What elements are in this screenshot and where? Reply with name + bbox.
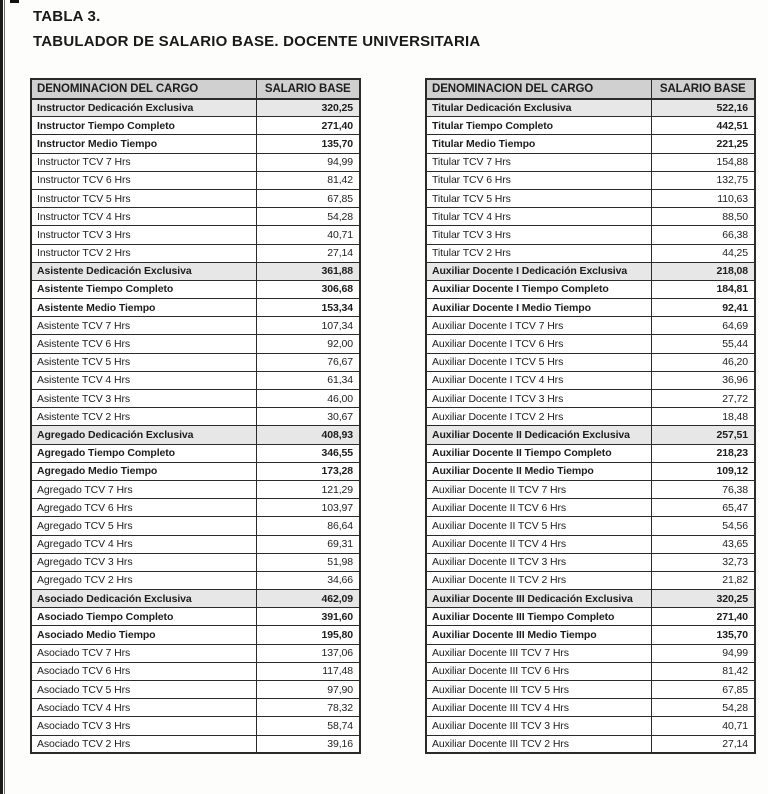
table-row <box>426 499 755 517</box>
table-row <box>426 99 755 117</box>
cargo-cell: Auxiliar Docente III TCV 3 Hrs <box>426 717 651 735</box>
salario-cell: 61,34 <box>256 371 360 389</box>
table-row <box>426 644 755 662</box>
cargo-cell: Auxiliar Docente III Dedicación Exclusiva <box>426 590 651 608</box>
table-row <box>426 408 755 426</box>
table-row <box>31 699 360 717</box>
salario-cell: 67,85 <box>256 189 360 207</box>
salario-cell: 117,48 <box>256 662 360 680</box>
table-row <box>426 280 755 298</box>
table-row <box>426 717 755 735</box>
cargo-cell: Titular TCV 2 Hrs <box>426 244 651 262</box>
table-row <box>31 590 360 608</box>
table-row <box>31 517 360 535</box>
table-row <box>31 571 360 589</box>
table-row <box>426 153 755 171</box>
salario-cell: 135,70 <box>256 135 360 153</box>
salario-cell: 46,20 <box>651 353 755 371</box>
cargo-cell: Titular TCV 4 Hrs <box>426 208 651 226</box>
salario-cell: 34,66 <box>256 571 360 589</box>
table-row <box>31 662 360 680</box>
table-row <box>31 244 360 262</box>
salario-cell: 153,34 <box>256 299 360 317</box>
cargo-cell: Asistente TCV 2 Hrs <box>31 408 256 426</box>
table-row <box>426 590 755 608</box>
table-row <box>426 553 755 571</box>
cargo-cell: Auxiliar Docente II TCV 3 Hrs <box>426 553 651 571</box>
salario-cell: 92,00 <box>256 335 360 353</box>
salario-cell: 21,82 <box>651 571 755 589</box>
salario-cell: 30,67 <box>256 408 360 426</box>
salario-cell: 462,09 <box>256 590 360 608</box>
cargo-cell: Instructor TCV 4 Hrs <box>31 208 256 226</box>
cargo-cell: Titular Dedicación Exclusiva <box>426 99 651 117</box>
header-cargo: DENOMINACION DEL CARGO <box>31 79 256 99</box>
table-row <box>31 408 360 426</box>
salario-cell: 306,68 <box>256 280 360 298</box>
salario-cell: 442,51 <box>651 117 755 135</box>
salario-cell: 54,28 <box>256 208 360 226</box>
cargo-cell: Agregado TCV 5 Hrs <box>31 517 256 535</box>
cargo-cell: Instructor Medio Tiempo <box>31 135 256 153</box>
cargo-cell: Auxiliar Docente III TCV 4 Hrs <box>426 699 651 717</box>
salario-cell: 76,38 <box>651 480 755 498</box>
table-row <box>426 681 755 699</box>
salario-cell: 522,16 <box>651 99 755 117</box>
table-row <box>31 171 360 189</box>
table-row <box>31 317 360 335</box>
salario-cell: 58,74 <box>256 717 360 735</box>
table-row <box>31 426 360 444</box>
salario-cell: 39,16 <box>256 735 360 753</box>
cargo-cell: Asistente Tiempo Completo <box>31 280 256 298</box>
salario-cell: 361,88 <box>256 262 360 280</box>
salario-cell: 257,51 <box>651 426 755 444</box>
salario-cell: 103,97 <box>256 499 360 517</box>
table-row <box>31 717 360 735</box>
salario-cell: 18,48 <box>651 408 755 426</box>
salario-cell: 221,25 <box>651 135 755 153</box>
scan-top-mark-artifact <box>10 0 19 3</box>
salario-cell: 320,25 <box>651 590 755 608</box>
salario-cell: 81,42 <box>651 662 755 680</box>
table-row <box>31 535 360 553</box>
table-row <box>426 353 755 371</box>
cargo-cell: Auxiliar Docente III TCV 2 Hrs <box>426 735 651 753</box>
cargo-cell: Agregado Medio Tiempo <box>31 462 256 480</box>
salario-cell: 54,28 <box>651 699 755 717</box>
cargo-cell: Titular TCV 7 Hrs <box>426 153 651 171</box>
tables-container <box>30 78 768 754</box>
cargo-cell: Auxiliar Docente III TCV 5 Hrs <box>426 681 651 699</box>
salario-cell: 271,40 <box>651 608 755 626</box>
salario-cell: 81,42 <box>256 171 360 189</box>
table-row <box>31 444 360 462</box>
cargo-cell: Titular TCV 3 Hrs <box>426 226 651 244</box>
table-row <box>31 644 360 662</box>
table-row <box>426 262 755 280</box>
table-row <box>31 189 360 207</box>
cargo-cell: Instructor TCV 2 Hrs <box>31 244 256 262</box>
salario-cell: 346,55 <box>256 444 360 462</box>
cargo-cell: Auxiliar Docente I Dedicación Exclusiva <box>426 262 651 280</box>
table-number-title: TABLA 3. <box>33 8 101 25</box>
cargo-cell: Instructor TCV 3 Hrs <box>31 226 256 244</box>
header-row <box>426 79 755 99</box>
table-row <box>31 226 360 244</box>
cargo-cell: Auxiliar Docente III TCV 7 Hrs <box>426 644 651 662</box>
cargo-cell: Agregado TCV 2 Hrs <box>31 571 256 589</box>
table-row <box>426 135 755 153</box>
salario-cell: 135,70 <box>651 626 755 644</box>
title-block <box>33 0 768 50</box>
salario-cell: 391,60 <box>256 608 360 626</box>
cargo-cell: Asociado TCV 7 Hrs <box>31 644 256 662</box>
table-row <box>31 553 360 571</box>
cargo-cell: Asistente TCV 6 Hrs <box>31 335 256 353</box>
salario-cell: 110,63 <box>651 189 755 207</box>
salario-cell: 44,25 <box>651 244 755 262</box>
salario-cell: 92,41 <box>651 299 755 317</box>
cargo-cell: Asistente TCV 5 Hrs <box>31 353 256 371</box>
salario-cell: 67,85 <box>651 681 755 699</box>
cargo-cell: Auxiliar Docente III Medio Tiempo <box>426 626 651 644</box>
salario-cell: 40,71 <box>256 226 360 244</box>
cargo-cell: Auxiliar Docente II Medio Tiempo <box>426 462 651 480</box>
cargo-cell: Asistente Dedicación Exclusiva <box>31 262 256 280</box>
salario-cell: 27,72 <box>651 390 755 408</box>
salario-cell: 109,12 <box>651 462 755 480</box>
salario-cell: 184,81 <box>651 280 755 298</box>
table-row <box>31 608 360 626</box>
cargo-cell: Instructor Dedicación Exclusiva <box>31 99 256 117</box>
table-row <box>426 244 755 262</box>
salario-cell: 137,06 <box>256 644 360 662</box>
cargo-cell: Agregado TCV 7 Hrs <box>31 480 256 498</box>
cargo-cell: Auxiliar Docente II TCV 4 Hrs <box>426 535 651 553</box>
cargo-cell: Asociado TCV 2 Hrs <box>31 735 256 753</box>
table-row <box>426 608 755 626</box>
salario-cell: 76,67 <box>256 353 360 371</box>
table-row <box>426 535 755 553</box>
table-row <box>31 117 360 135</box>
salario-cell: 132,75 <box>651 171 755 189</box>
cargo-cell: Titular Medio Tiempo <box>426 135 651 153</box>
table-row <box>31 280 360 298</box>
header-salario: SALARIO BASE <box>256 79 360 99</box>
salario-cell: 94,99 <box>256 153 360 171</box>
salario-cell: 154,88 <box>651 153 755 171</box>
cargo-cell: Asociado TCV 5 Hrs <box>31 681 256 699</box>
cargo-cell: Titular Tiempo Completo <box>426 117 651 135</box>
table-row <box>426 626 755 644</box>
table-row <box>426 171 755 189</box>
table-row <box>31 99 360 117</box>
table-row <box>31 299 360 317</box>
table-row <box>426 735 755 753</box>
table-row <box>426 390 755 408</box>
table-row <box>426 426 755 444</box>
salario-cell: 27,14 <box>651 735 755 753</box>
header-cargo: DENOMINACION DEL CARGO <box>426 79 651 99</box>
salario-cell: 86,64 <box>256 517 360 535</box>
table-row <box>426 117 755 135</box>
cargo-cell: Auxiliar Docente II Tiempo Completo <box>426 444 651 462</box>
page-title: TABULADOR DE SALARIO BASE. DOCENTE UNIVERSITARIA <box>33 33 481 50</box>
salario-cell: 94,99 <box>651 644 755 662</box>
cargo-cell: Auxiliar Docente II TCV 2 Hrs <box>426 571 651 589</box>
table-row <box>31 371 360 389</box>
salario-cell: 78,32 <box>256 699 360 717</box>
cargo-cell: Agregado Tiempo Completo <box>31 444 256 462</box>
cargo-cell: Auxiliar Docente II TCV 6 Hrs <box>426 499 651 517</box>
cargo-cell: Auxiliar Docente I TCV 4 Hrs <box>426 371 651 389</box>
table-row <box>31 135 360 153</box>
salario-cell: 195,80 <box>256 626 360 644</box>
cargo-cell: Auxiliar Docente II TCV 7 Hrs <box>426 480 651 498</box>
table-row <box>31 626 360 644</box>
salario-cell: 69,31 <box>256 535 360 553</box>
cargo-cell: Asociado TCV 4 Hrs <box>31 699 256 717</box>
salario-cell: 55,44 <box>651 335 755 353</box>
cargo-cell: Instructor TCV 7 Hrs <box>31 153 256 171</box>
table-row <box>426 208 755 226</box>
salario-cell: 36,96 <box>651 371 755 389</box>
salario-cell: 46,00 <box>256 390 360 408</box>
salary-table-right <box>425 78 756 754</box>
table-row <box>31 335 360 353</box>
table-row <box>31 499 360 517</box>
salario-cell: 40,71 <box>651 717 755 735</box>
cargo-cell: Auxiliar Docente I Medio Tiempo <box>426 299 651 317</box>
cargo-cell: Agregado Dedicación Exclusiva <box>31 426 256 444</box>
cargo-cell: Asistente TCV 3 Hrs <box>31 390 256 408</box>
table-row <box>31 681 360 699</box>
salario-cell: 173,28 <box>256 462 360 480</box>
table-row <box>426 317 755 335</box>
cargo-cell: Agregado TCV 4 Hrs <box>31 535 256 553</box>
table-row <box>31 462 360 480</box>
cargo-cell: Asistente TCV 4 Hrs <box>31 371 256 389</box>
table-row <box>426 335 755 353</box>
table-row <box>426 480 755 498</box>
cargo-cell: Asistente Medio Tiempo <box>31 299 256 317</box>
table-row <box>426 371 755 389</box>
cargo-cell: Asociado Tiempo Completo <box>31 608 256 626</box>
table-row <box>31 208 360 226</box>
salario-cell: 218,23 <box>651 444 755 462</box>
cargo-cell: Auxiliar Docente III Tiempo Completo <box>426 608 651 626</box>
table-row <box>31 390 360 408</box>
cargo-cell: Titular TCV 5 Hrs <box>426 189 651 207</box>
cargo-cell: Auxiliar Docente I TCV 3 Hrs <box>426 390 651 408</box>
cargo-cell: Asociado TCV 6 Hrs <box>31 662 256 680</box>
salario-cell: 54,56 <box>651 517 755 535</box>
cargo-cell: Asociado Dedicación Exclusiva <box>31 590 256 608</box>
table-row <box>31 262 360 280</box>
salario-cell: 320,25 <box>256 99 360 117</box>
salario-cell: 218,08 <box>651 262 755 280</box>
salario-cell: 64,69 <box>651 317 755 335</box>
cargo-cell: Auxiliar Docente II TCV 5 Hrs <box>426 517 651 535</box>
salary-table-left <box>30 78 361 754</box>
cargo-cell: Auxiliar Docente I TCV 6 Hrs <box>426 335 651 353</box>
cargo-cell: Agregado TCV 6 Hrs <box>31 499 256 517</box>
scan-left-edge-artifact <box>0 0 3 794</box>
cargo-cell: Auxiliar Docente I Tiempo Completo <box>426 280 651 298</box>
table-row <box>426 299 755 317</box>
salario-cell: 43,65 <box>651 535 755 553</box>
cargo-cell: Asociado TCV 3 Hrs <box>31 717 256 735</box>
cargo-cell: Agregado TCV 3 Hrs <box>31 553 256 571</box>
cargo-cell: Instructor Tiempo Completo <box>31 117 256 135</box>
cargo-cell: Auxiliar Docente I TCV 7 Hrs <box>426 317 651 335</box>
salario-cell: 107,34 <box>256 317 360 335</box>
salario-cell: 32,73 <box>651 553 755 571</box>
cargo-cell: Auxiliar Docente I TCV 5 Hrs <box>426 353 651 371</box>
salario-cell: 51,98 <box>256 553 360 571</box>
salario-cell: 121,29 <box>256 480 360 498</box>
table-row <box>426 189 755 207</box>
cargo-cell: Instructor TCV 6 Hrs <box>31 171 256 189</box>
header-salario: SALARIO BASE <box>651 79 755 99</box>
salario-cell: 408,93 <box>256 426 360 444</box>
cargo-cell: Auxiliar Docente III TCV 6 Hrs <box>426 662 651 680</box>
cargo-cell: Auxiliar Docente I TCV 2 Hrs <box>426 408 651 426</box>
table-row <box>426 517 755 535</box>
table-row <box>426 226 755 244</box>
cargo-cell: Asistente TCV 7 Hrs <box>31 317 256 335</box>
table-row <box>426 662 755 680</box>
table-row <box>31 353 360 371</box>
salario-cell: 65,47 <box>651 499 755 517</box>
table-row <box>31 480 360 498</box>
table-row <box>31 735 360 753</box>
salario-cell: 88,50 <box>651 208 755 226</box>
header-row <box>31 79 360 99</box>
salario-cell: 66,38 <box>651 226 755 244</box>
cargo-cell: Instructor TCV 5 Hrs <box>31 189 256 207</box>
cargo-cell: Titular TCV 6 Hrs <box>426 171 651 189</box>
table-row <box>426 699 755 717</box>
table-row <box>31 153 360 171</box>
cargo-cell: Auxiliar Docente II Dedicación Exclusiva <box>426 426 651 444</box>
cargo-cell: Asociado Medio Tiempo <box>31 626 256 644</box>
table-row <box>426 571 755 589</box>
salario-cell: 97,90 <box>256 681 360 699</box>
salario-cell: 27,14 <box>256 244 360 262</box>
table-row <box>426 444 755 462</box>
scan-left-edge-artifact-light <box>4 0 5 794</box>
table-row <box>426 462 755 480</box>
salario-cell: 271,40 <box>256 117 360 135</box>
